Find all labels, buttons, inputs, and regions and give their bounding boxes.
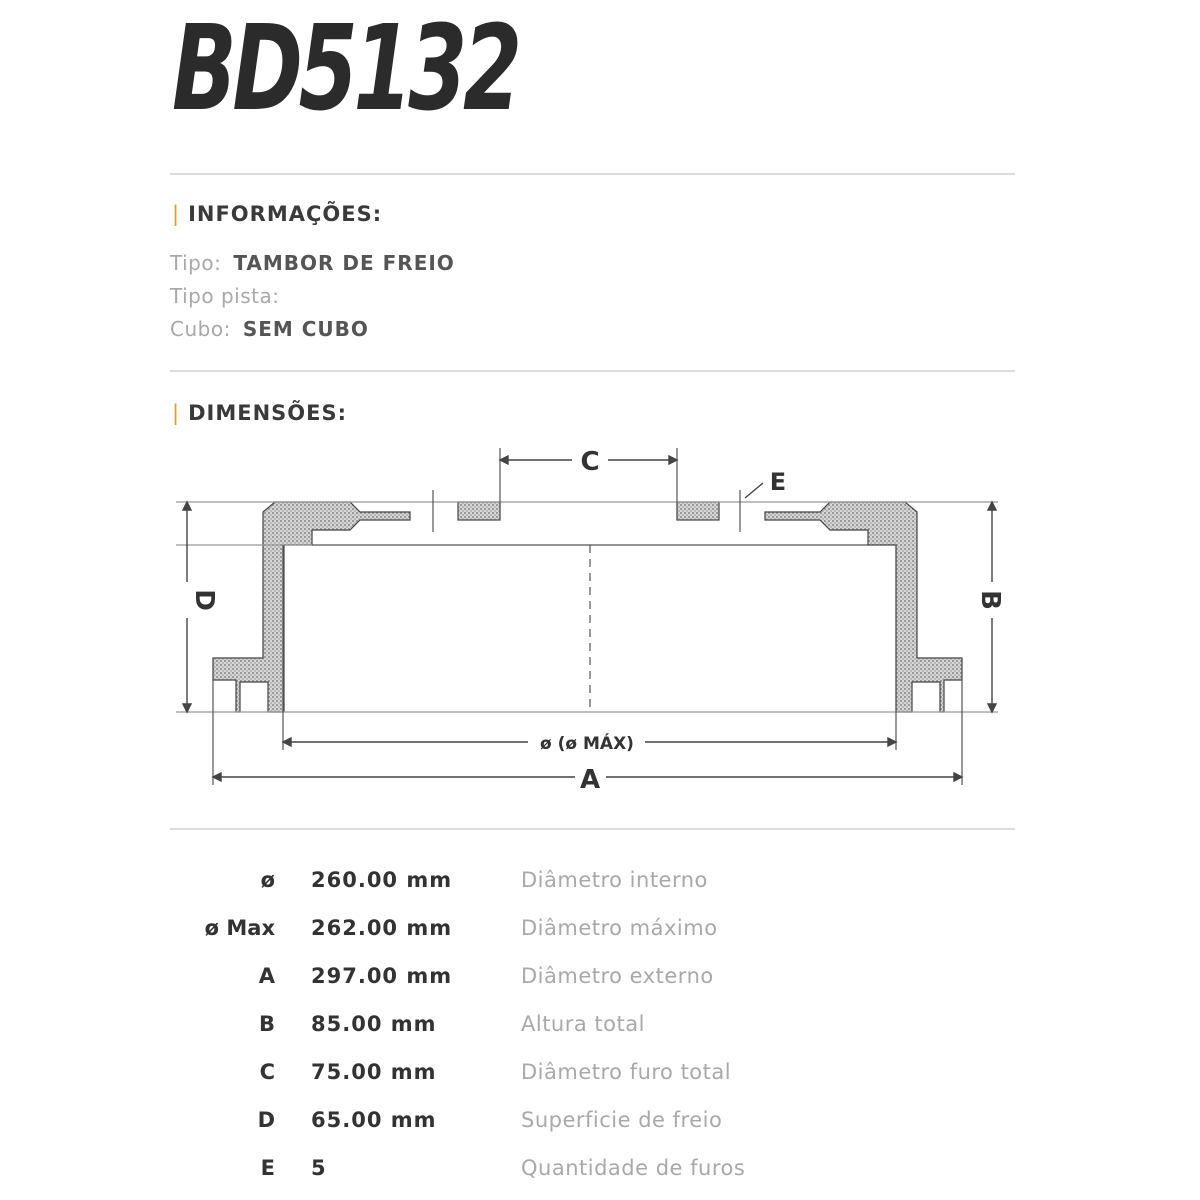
dimension-code: ø Max — [204, 916, 275, 940]
dimension-description: Diâmetro furo total — [521, 1060, 732, 1084]
right-drum-wall — [765, 502, 962, 712]
dimension-value: 262.00 mm — [311, 916, 453, 940]
dimension-description: Altura total — [521, 1012, 645, 1036]
dimension-code: A — [258, 964, 275, 988]
dimension-value: 65.00 mm — [311, 1108, 437, 1132]
dimension-description: Diâmetro interno — [521, 868, 708, 892]
dimension-value: 297.00 mm — [311, 964, 453, 988]
dimension-row — [0, 964, 1200, 1004]
dimension-row — [0, 868, 1200, 908]
info-value: TAMBOR DE FREIO — [233, 251, 455, 275]
info-label: Tipo pista: — [170, 284, 280, 308]
dimension-code: D — [257, 1108, 275, 1132]
dimension-value: 260.00 mm — [311, 868, 453, 892]
info-heading-label: INFORMAÇÕES: — [188, 202, 383, 226]
dimension-row — [0, 1012, 1200, 1052]
left-drum-wall — [213, 502, 410, 712]
dimension-value: 75.00 mm — [311, 1060, 437, 1084]
label-e: E — [769, 468, 787, 496]
dimension-description: Quantidade de furos — [521, 1156, 746, 1180]
label-c: C — [580, 447, 600, 477]
dimension-code: E — [260, 1156, 275, 1180]
dimension-row — [0, 1060, 1200, 1100]
brake-drum-diagram — [0, 440, 1200, 820]
label-d: D — [189, 589, 219, 611]
drum-cross-section — [213, 502, 962, 712]
label-diameter: ø (ø MÁX) — [540, 734, 634, 754]
info-row-tipo-pista — [170, 284, 291, 308]
label-b: B — [975, 590, 1005, 610]
dimension-code: B — [258, 1012, 275, 1036]
info-label: Cubo: — [170, 317, 231, 341]
info-value: SEM CUBO — [242, 317, 369, 341]
right-bolt-flange — [677, 502, 719, 520]
info-row-cubo — [170, 317, 369, 341]
heading-accent-bar: | — [172, 401, 181, 425]
dimension-code: ø — [260, 868, 275, 892]
info-heading — [172, 202, 382, 226]
dimension-row — [0, 1108, 1200, 1148]
dimension-value: 85.00 mm — [311, 1012, 437, 1036]
info-label: Tipo: — [170, 251, 222, 275]
heading-accent-bar: | — [172, 202, 181, 226]
dimensions-heading-label: DIMENSÕES: — [188, 401, 347, 425]
info-row-tipo — [170, 251, 455, 275]
dimension-description: Diâmetro máximo — [521, 916, 718, 940]
divider — [170, 370, 1015, 372]
dimension-description: Diâmetro externo — [521, 964, 714, 988]
label-a: A — [579, 765, 601, 795]
dimension-row — [0, 1156, 1200, 1196]
left-bolt-flange — [458, 502, 500, 520]
dimension-row — [0, 916, 1200, 956]
dimension-code: C — [259, 1060, 275, 1084]
dimension-value: 5 — [311, 1156, 327, 1180]
dimensions-heading — [172, 401, 347, 425]
product-code-title: BD5132 — [172, 0, 518, 137]
dimension-description: Superficie de freio — [521, 1108, 723, 1132]
divider — [170, 828, 1015, 830]
divider — [170, 173, 1015, 175]
